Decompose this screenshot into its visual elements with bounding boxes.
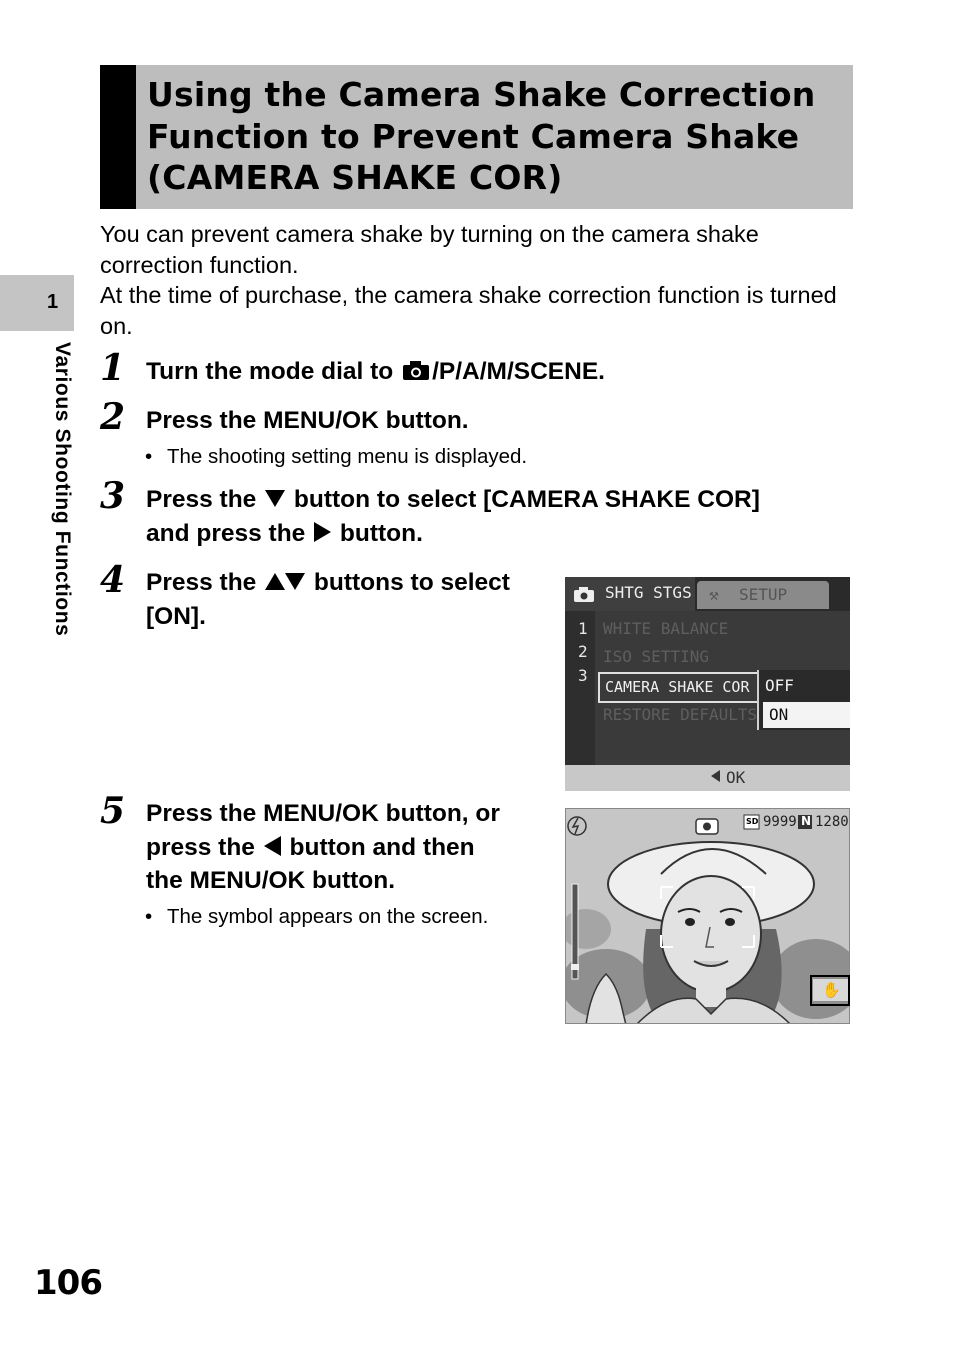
image-size: 1280 — [815, 814, 849, 830]
sd-card-badge: SD — [746, 817, 759, 826]
quality-badge: N — [801, 814, 812, 828]
step-4-number: 4 — [100, 559, 126, 601]
step-5-number: 5 — [100, 790, 126, 832]
step-3-number: 3 — [100, 475, 126, 517]
right-triangle-icon — [314, 522, 331, 542]
wrench-icon: ⚒ — [709, 585, 719, 604]
step-5-bullet-text: The symbol appears on the screen. — [167, 905, 489, 928]
step-1-text-b: /P/A/M/SCENE. — [432, 358, 605, 385]
page-title — [147, 74, 847, 199]
bullet-dot: • — [145, 905, 153, 928]
camera-shake-hand-icon: ✋ — [822, 982, 841, 999]
step-5-line-2b: button and then — [282, 833, 475, 861]
menu-page-1: 1 — [578, 619, 588, 638]
chapter-tab — [0, 275, 74, 331]
step-2-number: 2 — [100, 396, 126, 438]
step-5-bullet — [145, 904, 555, 930]
option-off: OFF — [765, 676, 794, 695]
intro-paragraph-1: You can prevent camera shake by turning on the camera shake correction function. — [100, 221, 759, 278]
menu-item-camera-shake-cor-label: CAMERA SHAKE COR — [605, 678, 750, 696]
bullet-dot: • — [145, 445, 153, 468]
live-view-image — [566, 809, 850, 1024]
down-triangle-icon — [265, 490, 285, 507]
menu-tab-setup — [697, 581, 829, 609]
step-1-text — [146, 355, 846, 389]
menu-tab-setup-label: SETUP — [739, 585, 788, 604]
remaining-shots: 9999 — [763, 814, 797, 830]
menu-page-3: 3 — [578, 666, 588, 685]
step-3-text-d: button. — [333, 519, 423, 547]
step-4-text-c: [ON]. — [146, 602, 206, 630]
up-triangle-icon — [265, 573, 285, 590]
menu-tab-shooting — [565, 577, 695, 611]
camera-icon — [573, 586, 595, 603]
chapter-label: Various Shooting Functions — [51, 342, 74, 637]
menu-page-2: 2 — [578, 642, 588, 661]
step-2-bullet — [145, 444, 845, 470]
step-5-line-2a: press the — [146, 833, 262, 861]
step-3-text-a: Press the — [146, 486, 264, 513]
step-5-line-3: the MENU/OK button. — [146, 867, 396, 894]
step-4-text-b: buttons to select — [307, 569, 510, 596]
menu-screenshot — [565, 577, 850, 791]
option-popup — [757, 670, 850, 730]
step-4-text-a: Press the — [146, 569, 264, 596]
menu-item-iso-setting: ISO SETTING — [603, 647, 709, 666]
menu-footer-ok-label: OK — [726, 768, 746, 787]
intro-paragraph-2: At the time of purchase, the camera shake correction function is turned on. — [100, 282, 837, 339]
left-triangle-icon — [264, 836, 281, 856]
step-1-number: 1 — [100, 347, 126, 389]
step-5-text — [146, 797, 556, 898]
option-on-highlight — [763, 702, 850, 728]
step-2-bullet-text: The shooting setting menu is displayed. — [167, 445, 528, 468]
step-3-text-b: button to select [CAMERA SHAKE COR] — [287, 486, 760, 513]
step-3-text — [146, 483, 856, 550]
menu-item-restore-defaults: RESTORE DEFAULTS — [603, 705, 758, 724]
left-arrow-icon — [711, 770, 720, 782]
step-4-text — [146, 566, 546, 633]
step-3-text-c: and press the — [146, 519, 313, 547]
menu-item-camera-shake-cor — [598, 672, 760, 703]
symbol-highlight-box — [810, 975, 850, 1006]
live-view-screenshot — [565, 808, 850, 1024]
camera-icon — [402, 360, 430, 381]
step-2-text: Press the MENU/OK button. — [146, 407, 469, 434]
menu-tab-shooting-label: SHTG STGS — [605, 583, 692, 602]
step-1-text-a: Turn the mode dial to — [146, 358, 401, 385]
chapter-number: 1 — [47, 291, 59, 313]
down-triangle-icon — [285, 573, 305, 590]
menu-footer-ok — [711, 768, 745, 787]
menu-footer — [565, 765, 850, 791]
step-5-line-1: Press the MENU/OK button, or — [146, 800, 500, 827]
menu-item-white-balance: WHITE BALANCE — [603, 619, 729, 638]
title-line-3: (CAMERA SHAKE COR) — [147, 158, 563, 197]
intro-text — [100, 219, 860, 341]
title-line-1: Using the Camera Shake Correction — [147, 75, 816, 114]
title-accent-bar — [100, 65, 136, 209]
page-number: 106 — [34, 1263, 102, 1303]
title-line-2: Function to Prevent Camera Shake — [147, 116, 800, 156]
option-on: ON — [769, 705, 789, 724]
